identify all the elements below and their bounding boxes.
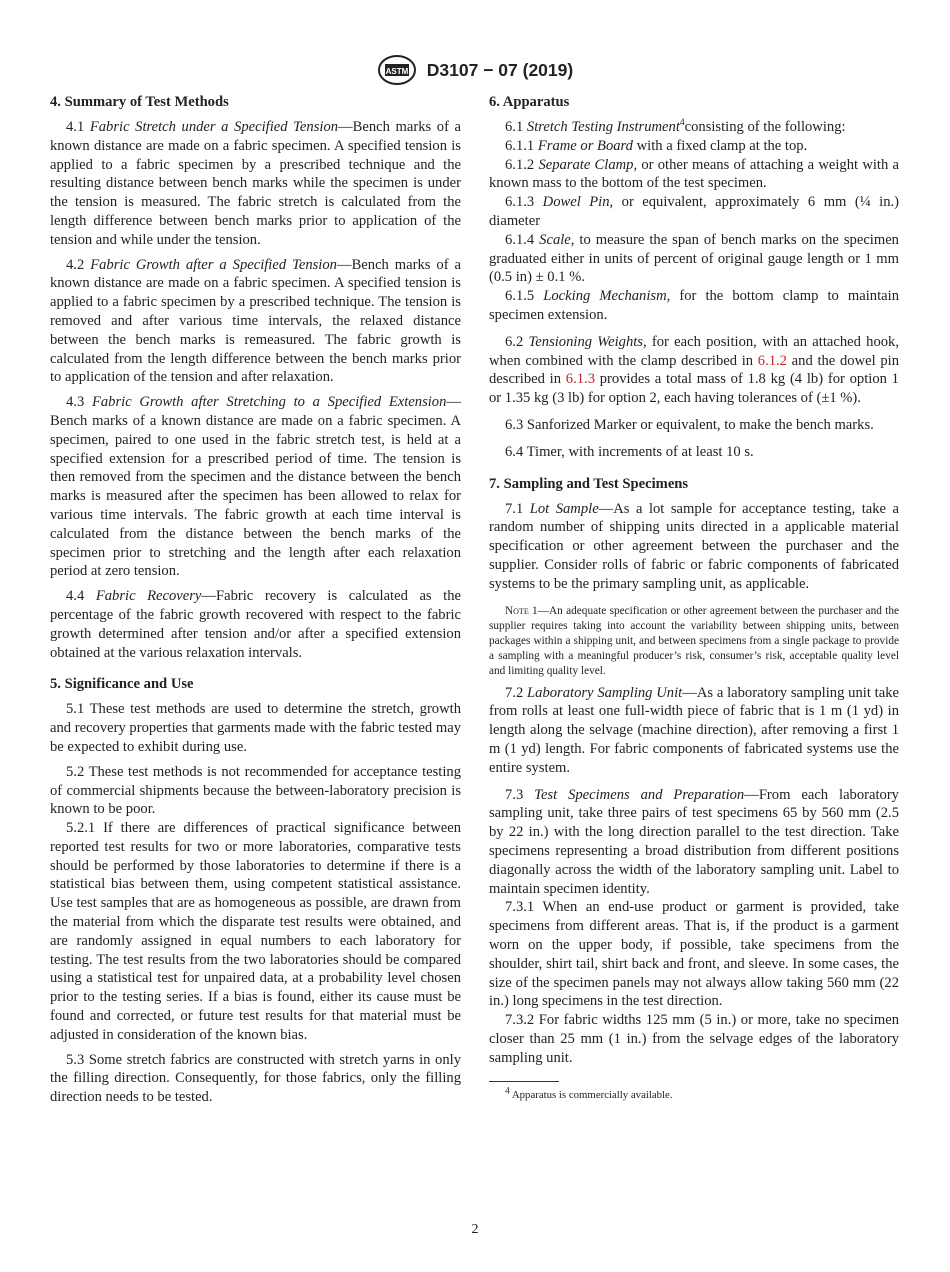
paragraph-4-3: 4.3 Fabric Growth after Stretching to a Specified Extension—Bench marks of a known distance are made on a fabric specimen. A specimen, paired to one used in the fabric stretch test, is held at a specified extension for a prescribed period of time. The tension is then removed from the specimen and the distance between the bench marks is measured after the specimen has been allowed to relax for various time intervals. The fabric growth at each time interval is calculated from the distance between the bench marks of the specimen prior to stretching and the length after each relaxation period at zero tension. bbox=[50, 394, 461, 580]
paragraph-6-1: 6.1 Stretch Testing Instrument$^4$consisting of the following: bbox=[505, 118, 846, 135]
footnote-4: $^4$ Apparatus is commercially available. bbox=[505, 1086, 673, 1102]
paragraph-6-1-5: 6.1.5 Locking Mechanism, for the bottom clamp to maintain specimen extension. bbox=[489, 288, 899, 323]
paragraph-7-1: 7.1 Lot Sample—As a lot sample for acceptance testing, take a random number of shipping units directed in a applicable material specification or other agreement between the purchaser and the supplier. Consider rolls of fabric or fabric components of fabricated systems to be the primary sampling unit, as applicable. bbox=[489, 500, 899, 592]
footnote-divider bbox=[489, 1081, 559, 1082]
paragraph-7-3-1: 7.3.1 When an end-use product or garment is provided, take specimens from different areas. That is, if the product is a garment worn on the upper body, if possible, take specimens from the shoulder, shirt tail, shirt back and front, and sleeve. In some cases, the size of the specimen panels may not always allow taking 560 mm (22 in.) long specimens in the test direction. bbox=[489, 899, 899, 1010]
paragraph-6-1-4: 6.1.4 Scale, to measure the span of bench marks on the specimen graduated either in units of percent of original gauge length or 1 mm (0.5 in) ± 0.1 %. bbox=[489, 231, 899, 286]
paragraph-4-4: 4.4 Fabric Recovery—Fabric recovery is calculated as the percentage of the fabric growth recovered with respect to the fabric growth determined after tension and/or after a specified extension obtained at the various relaxation intervals. bbox=[50, 588, 461, 661]
footnote-ref-4: 4 bbox=[679, 118, 685, 129]
paragraph-6-1-3: 6.1.3 Dowel Pin, or equivalent, approximately 6 mm (¼ in.) diameter bbox=[489, 194, 900, 229]
paragraph-4-1: 4.1 Fabric Stretch under a Specified Tension—Bench marks of a known distance are made on a fabric specimen. A specified tension is applied to a fabric specimen by a prescribed technique and the resulting distance between bench marks while the specimen is under the tension is measured. The fabric stretch is calculated from the length difference between bench marks prior to application of the tension and while under the tension. bbox=[50, 119, 462, 248]
paragraph-5-2-1: 5.2.1 If there are differences of practical significance between reported test results for two or more laboratories, comparative tests should be performed by those laboratories to determine if there is a statistical bias between them, using competent statistical assistance. Use test samples that are as homogeneous as possible, are drawn from the material from which the disparate test results were obtained, and are randomly assigned in equal numbers to each laboratory for testing. The test results from the two laboratories should be compared using a statistical test for unpaired data, at a probability level chosen prior to the testing series. If a bias is found, either its cause must be found and corrected, or future test results for that material must be adjusted in consideration of the known bias. bbox=[50, 820, 461, 1043]
document-designation: D3107 − 07 (2019) bbox=[426, 59, 574, 80]
paragraph-4-2: 4.2 Fabric Growth after a Specified Tension—Bench marks of a known distance are made on a fabric specimen. A specified tension is applied to a fabric specimen by a prescribed technique. The tension is removed and after various time intervals, the relaxed distance between the bench marks is remeasured. The fabric growth is calculated from the length difference between the bench marks prior to application of the tension and after relaxation. bbox=[50, 256, 461, 386]
left-column bbox=[50, 92, 461, 1113]
paragraph-6-1-1: 6.1.1 Frame or Board with a fixed clamp at the top. bbox=[505, 137, 808, 154]
ref-6-1-2-link[interactable]: 6.1.2 bbox=[757, 352, 787, 369]
page-number: 2 bbox=[471, 1222, 479, 1237]
paragraph-7-2: 7.2 Laboratory Sampling Unit—As a laboratory sampling unit take from rolls at least one full-width piece of fabric that is 1 m (1 yd) in length along the selvage (machine direction), after removing a first 1 m (1 yd) length. For fabric components of fabricated systems use the entire system. bbox=[489, 684, 899, 776]
note-1: Note 1—An adequate specification or other agreement between the purchaser and the supplier requires taking into account the variability between shipping units, between packages within a shipping unit, and between specimens from a single package to provide a sampling with a meaningful producer’s risk, consumer’s risk, acceptable quality level and limiting quality level. bbox=[489, 604, 899, 678]
astm-logo bbox=[377, 54, 417, 86]
paragraph-7-3: 7.3 Test Specimens and Preparation—From each laboratory sampling unit, take three pairs of test specimens 65 by 560 mm (2.5 by 22 in.) with the long direction parallel to the test direction. Take specimens representing a broad distribution from different positions diagonally across the width of the laboratory sampling unit. Label to maintain specimen identity. bbox=[489, 786, 899, 897]
paragraph-6-4: 6.4 Timer, with increments of at least 10 s. bbox=[505, 443, 754, 460]
paragraph-5-2: 5.2 These test methods is not recommended for acceptance testing of commercial shipments because the between-laboratory precision is known to be poor. bbox=[50, 763, 461, 818]
section-4-heading: 4. Summary of Test Methods bbox=[50, 94, 229, 110]
section-7-heading: 7. Sampling and Test Specimens bbox=[489, 475, 689, 492]
paragraph-6-1-2: 6.1.2 Separate Clamp, or other means of attaching a weight with a known mass to the bottom of the test specimen. bbox=[489, 156, 899, 192]
paragraph-6-3: 6.3 Sanforized Marker or equivalent, to make the bench marks. bbox=[505, 416, 874, 433]
ref-6-1-3-link[interactable]: 6.1.3 bbox=[565, 371, 595, 388]
paragraph-5-3: 5.3 Some stretch fabrics are constructed with stretch yarns in only the filling direction. Consequently, for those fabrics, only the filling direction needs to be tested. bbox=[50, 1051, 461, 1106]
paragraph-6-2: 6.2 Tensioning Weights, for each position, with an attached hook, when combined with the clamp described in 6.1.2 and the dowel pin described in 6.1.3 provides a total mass of 1.8 kg (4 lb) for option 1 or 1.35 kg (3 lb) for option 2, each having tolerances of (±1 %). bbox=[489, 333, 899, 407]
section-6-heading: 6. Apparatus bbox=[489, 94, 570, 110]
section-5-heading: 5. Significance and Use bbox=[50, 676, 194, 693]
right-column bbox=[489, 92, 899, 1102]
svg-text:ASTM: ASTM bbox=[385, 67, 409, 76]
page-header bbox=[0, 54, 950, 86]
paragraph-7-3-2: 7.3.2 For fabric widths 125 mm (5 in.) or more, take no specimen closer than 25 mm (1 in.) from the selvage edges of the laboratory sampling unit. bbox=[489, 1012, 899, 1066]
paragraph-5-1: 5.1 These test methods are used to determine the stretch, growth and recovery properties that garments made with the fabric tested may be expected to exhibit during use. bbox=[50, 701, 461, 755]
